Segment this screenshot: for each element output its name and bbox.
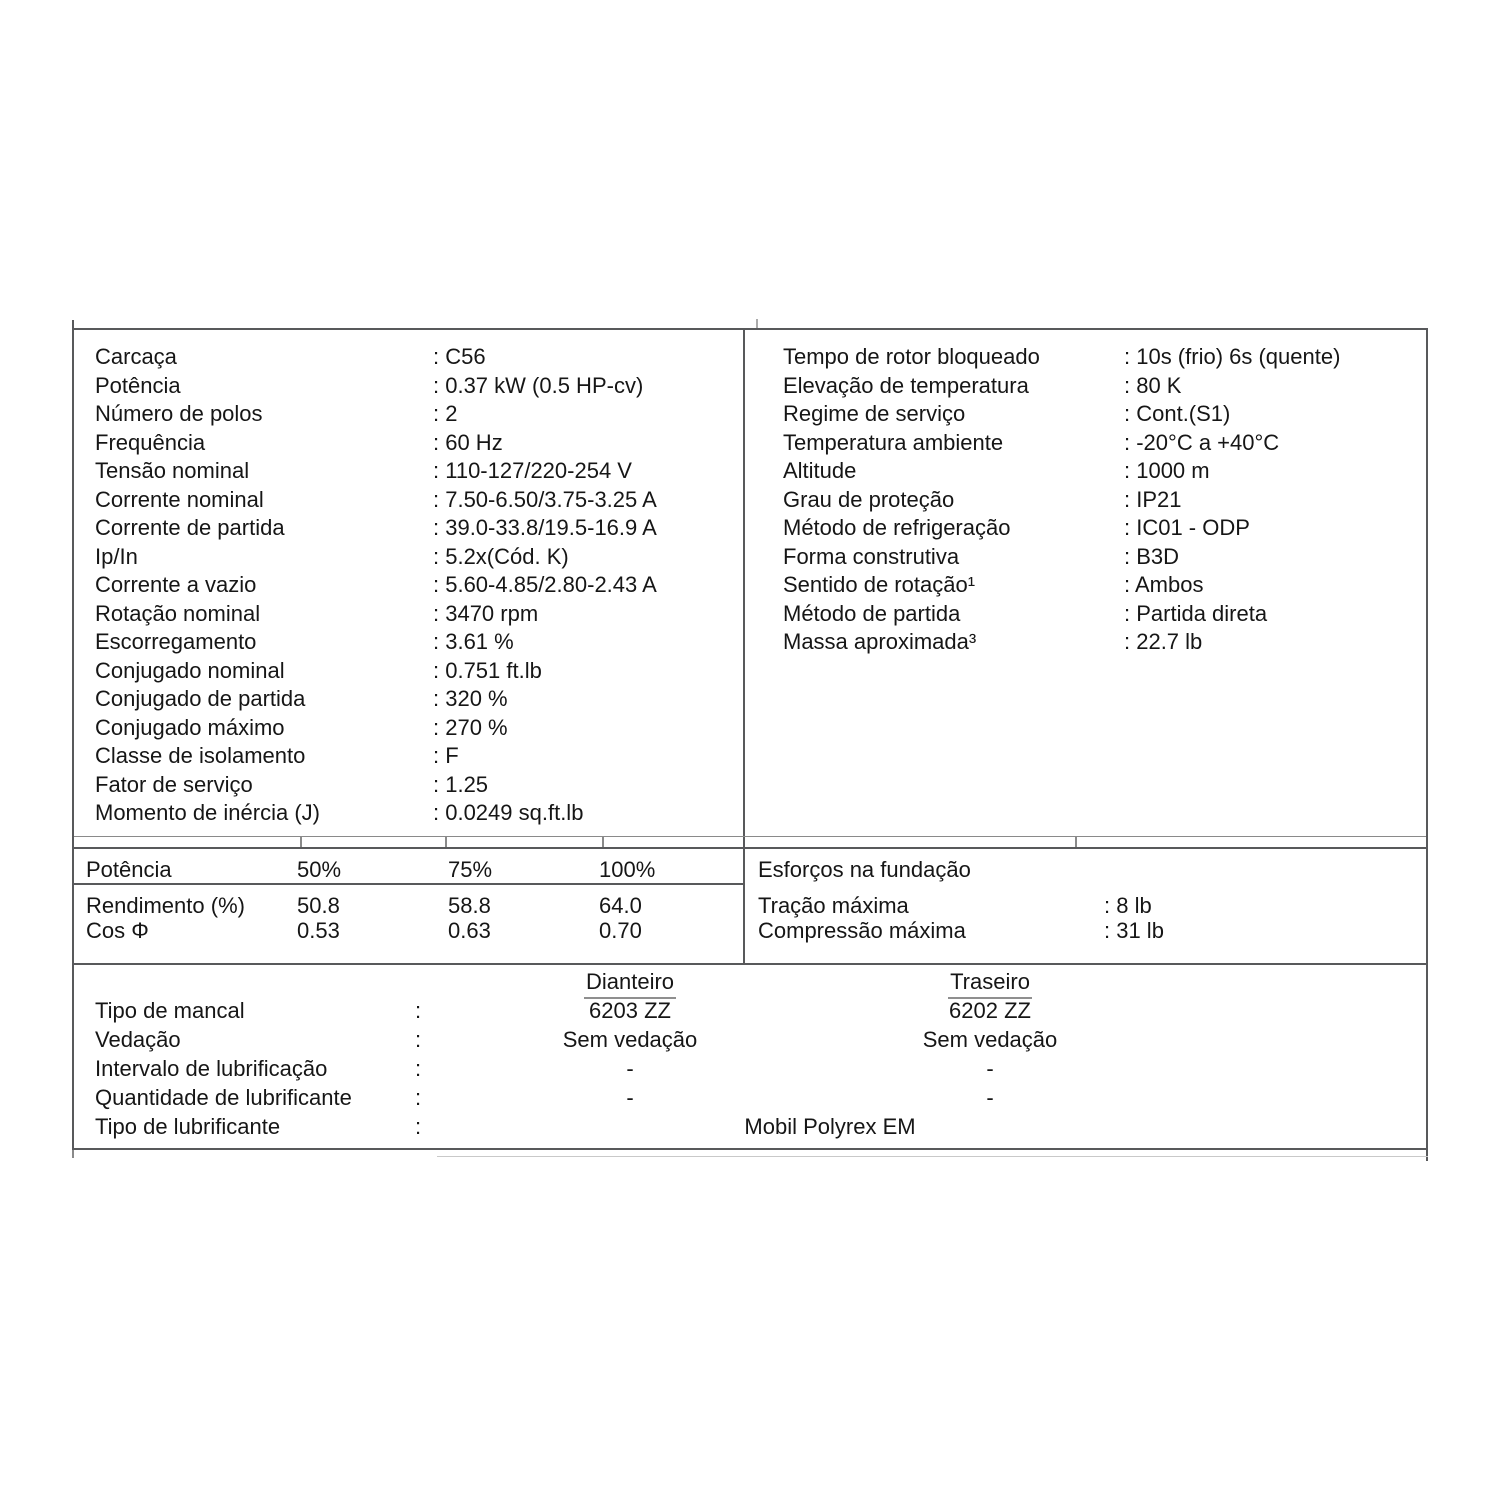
row-value: : 8 lb [1104,893,1152,918]
row-label: Tipo de mancal [95,998,245,1023]
front-value: - [626,1085,634,1110]
spec-label: Fator de serviço [95,771,253,797]
row-colon: : [415,1056,422,1081]
spec-value: : Ambos [1124,572,1204,597]
spec-value: : 60 Hz [433,429,503,455]
spec-label: Corrente de partida [95,515,285,540]
spec-value: : 7.50-6.50/3.75-3.25 A [433,486,657,512]
foundation-row-compression [74,916,1426,945]
value-50: 50.8 [297,893,340,918]
bearing-row-type [74,996,1426,1025]
row-label: Cos Φ [86,918,149,943]
spec-row [783,343,1340,372]
spec-label: Classe de isolamento [95,743,306,768]
spec-row [783,400,1340,429]
spec-label: Conjugado de partida [95,686,306,711]
top-left-border-stub [72,320,74,328]
spec-row [95,457,657,486]
bottom-faint-rule [437,1156,1428,1157]
spec-row [95,571,657,600]
spec-label: Conjugado máximo [95,714,285,740]
rear-value: 6202 ZZ [949,998,1031,1023]
row-label: Quantidade de lubrificante [95,1085,352,1110]
spec-label: Corrente a vazio [95,572,257,597]
spec-row [783,571,1340,600]
spec-row [95,685,657,714]
value-50: 0.53 [297,918,340,943]
spec-label: Conjugado nominal [95,657,285,683]
spec-value: : 1.25 [433,771,489,797]
spec-label: Sentido de rotação¹ [783,572,976,597]
spec-label: Tensão nominal [95,458,250,483]
spec-row [783,372,1340,401]
spec-label: Tempo de rotor bloqueado [783,344,1040,369]
top-middle-border-stub [756,319,758,328]
spec-value: : 0.0249 sq.ft.lb [433,800,584,825]
performance-col-50: 50% [297,857,342,882]
spec-row [95,372,657,401]
spec-value: : B3D [1124,543,1180,569]
spec-value: : 39.0-33.8/19.5-16.9 A [433,515,657,540]
front-value: Sem vedação [562,1027,698,1052]
upper-section-bottom-rule [74,836,1426,837]
spec-label: Corrente nominal [95,486,264,512]
spec-value: : Partida direta [1124,600,1268,626]
spec-list-right [783,343,1340,657]
value-100: 64.0 [599,893,642,918]
row-colon: : [415,1027,422,1052]
row-label: Intervalo de lubrificação [95,1056,328,1081]
front-value: 6203 ZZ [589,998,671,1023]
spec-value: : 22.7 lb [1124,629,1203,654]
spec-row [95,799,657,828]
spec-value: : C56 [433,344,486,369]
spec-value: : 3.61 % [433,629,514,654]
row-label: Tração máxima [758,893,909,918]
spec-sheet-table [72,328,1428,1150]
row-value: : 31 lb [1104,918,1164,943]
spec-row [95,657,657,686]
spec-row [95,771,657,800]
spec-label: Temperatura ambiente [783,429,1004,455]
spec-row [95,486,657,515]
row-label: Compressão máxima [758,918,966,943]
spec-row [783,514,1340,543]
performance-section-top-rule [74,847,1426,849]
performance-col-75: 75% [448,857,493,882]
spec-value: : 10s (frio) 6s (quente) [1124,344,1341,369]
rear-value: - [986,1056,994,1081]
spec-label: Escorregamento [95,629,257,654]
spec-label: Forma construtiva [783,543,960,569]
spec-value: : 5.2x(Cód. K) [433,543,569,569]
spec-row [95,514,657,543]
value-100: 0.70 [599,918,642,943]
bearing-front-header [480,967,780,999]
rear-value: - [986,1085,994,1110]
row-label: Tipo de lubrificante [95,1114,281,1139]
spec-row [95,343,657,372]
spec-value: : IP21 [1124,486,1182,512]
row-colon: : [415,1114,422,1139]
bearing-row-lube-interval [74,1054,1426,1083]
bearing-row-lube-amount [74,1083,1426,1112]
spec-row [783,457,1340,486]
rear-header-text: Traseiro [948,967,1032,999]
spec-value: : F [433,743,459,768]
spec-row [783,628,1340,657]
row-colon: : [415,998,422,1023]
spec-value: : 270 % [433,714,508,740]
value-75: 0.63 [448,918,491,943]
spec-row [783,429,1340,458]
performance-col-100: 100% [599,857,656,882]
bearing-section-top-rule [74,963,1426,965]
front-header-text: Dianteiro [584,967,676,999]
value-75: 58.8 [448,893,491,918]
spec-value: : 110-127/220-254 V [433,458,632,483]
lubricant-value: Mobil Polyrex EM [744,1114,916,1139]
spec-label: Rotação nominal [95,600,261,626]
spec-label: Carcaça [95,344,177,369]
spec-row [783,486,1340,515]
bearing-row-sealing [74,1025,1426,1054]
spec-value: : 5.60-4.85/2.80-2.43 A [433,572,657,597]
spec-label: Potência [95,372,181,398]
spec-row [95,543,657,572]
spec-value: : Cont.(S1) [1124,401,1231,426]
spec-row [783,543,1340,572]
spec-value: : 320 % [433,686,508,711]
spec-label: Grau de proteção [783,486,955,512]
spec-value: : 3470 rpm [433,600,539,626]
spec-label: Frequência [95,429,206,455]
spec-row [783,600,1340,629]
bearing-row-lubricant-type [74,1112,1426,1141]
spec-label: Elevação de temperatura [783,372,1029,398]
performance-header-label: Potência [86,857,172,882]
spec-label: Método de partida [783,600,961,626]
row-label: Vedação [95,1027,181,1052]
front-value: - [626,1056,634,1081]
spec-list-left [95,343,657,828]
bearing-header-row [74,967,1426,996]
spec-row [95,628,657,657]
spec-value: : 0.37 kW (0.5 HP-cv) [433,372,644,398]
spec-label: Momento de inércia (J) [95,800,320,825]
spec-row [95,429,657,458]
spec-row [95,742,657,771]
spec-value: : 0.751 ft.lb [433,657,542,683]
bearing-rear-header [840,967,1140,999]
spec-row [95,400,657,429]
spec-value: : 1000 m [1124,458,1210,483]
spec-row [95,714,657,743]
foundation-title: Esforços na fundação [758,857,971,882]
rear-value: Sem vedação [922,1027,1058,1052]
spec-label: Altitude [783,458,857,483]
spec-label: Método de refrigeração [783,515,1011,540]
spec-label: Número de polos [95,401,263,426]
spec-row [95,600,657,629]
spec-value: : 2 [433,401,458,426]
row-label: Rendimento (%) [86,893,245,918]
spec-value: : IC01 - ODP [1124,515,1250,540]
row-colon: : [415,1085,422,1110]
foundation-title-row [74,855,1426,884]
spec-value: : -20°C a +40°C [1124,429,1280,455]
spec-label: Ip/In [95,543,138,569]
spec-label: Regime de serviço [783,401,966,426]
spec-value: : 80 K [1124,372,1182,398]
bottom-left-border-stub [72,1150,74,1158]
spec-label: Massa aproximada³ [783,629,977,654]
